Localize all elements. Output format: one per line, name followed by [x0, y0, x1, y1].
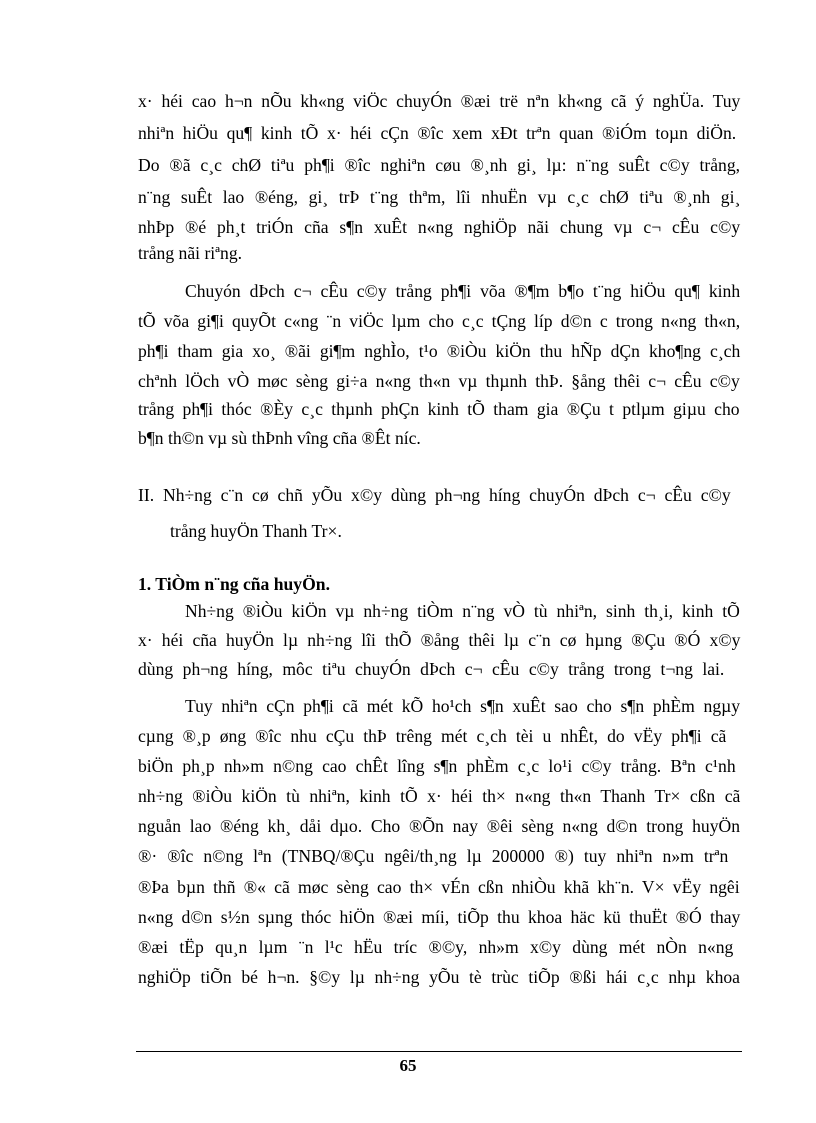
- paragraph-line: trång ph¶i thóc ®Èy c¸c thµnh phÇn kinh tÕ tham gia ®Çu t ptlµm giµu cho: [138, 399, 740, 419]
- paragraph-line: ®Þa bµn thñ ®« cã møc sèng cao th× vÉn cßn nhiÒu khã kh¨n. V× vËy ngêi: [138, 877, 740, 897]
- paragraph-line: chªnh lÖch vÒ møc sèng gi÷a n«ng th«n vµ thµnh thÞ. §ång thêi c¬ cÊu c©y: [138, 371, 740, 391]
- paragraph-line: trång nãi riªng.: [138, 243, 243, 263]
- paragraph-line: biÖn ph¸p nh»m n©ng cao chÊt lîng s¶n phÈm c¸c lo¹i c©y trång. Bªn c¹nh: [138, 756, 736, 776]
- paragraph-line: x· héi cao h¬n nÕu kh«ng viÖc chuyÓn ®æi trë nªn kh«ng cã ý nghÜa. Tuy: [138, 91, 741, 111]
- paragraph-line: Chuyón dÞch c¬ cÊu c©y trång ph¶i võa ®¶m b¶o t¨ng hiÖu qu¶ kinh: [185, 281, 741, 301]
- section-heading-line: II. Nh÷ng c¨n cø chñ yÕu x©y dùng ph¬ng híng chuyÓn dÞch c¬ cÊu c©y: [138, 485, 731, 505]
- subsection-heading: 1. TiÒm n¨ng cña huyÖn.: [138, 574, 330, 594]
- footer-divider: [136, 1051, 742, 1052]
- paragraph-line: n«ng d©n s½n sµng thóc hiÖn ®æi míi, tiÕp thu khoa häc kü thuËt ®Ó thay: [138, 907, 741, 927]
- paragraph-line: nghiÖp tiÕn bé h¬n. §©y lµ nh÷ng yÕu tè trùc tiÕp ®ßi hái c¸c nhµ khoa: [138, 967, 740, 987]
- paragraph-line: Tuy nhiªn cÇn ph¶i cã mét kÕ ho¹ch s¶n xuÊt sao cho s¶n phÈm ngµy: [185, 696, 741, 716]
- section-heading-line: trång huyÖn Thanh Tr×.: [170, 521, 342, 541]
- paragraph-line: nhÞp ®é ph¸t triÓn cña s¶n xuÊt n«ng nghiÖp nãi chung vµ c¬ cÊu c©y: [138, 217, 741, 237]
- paragraph-line: tÕ võa gi¶i quyÕt c«ng ¨n viÖc lµm cho c¸c tÇng líp d©n c trong n«ng th«n,: [138, 311, 741, 331]
- paragraph-line: nhiªn hiÖu qu¶ kinh tÕ x· héi cÇn ®îc xem xÐt trªn quan ®iÓm toµn diÖn.: [138, 123, 737, 143]
- page-number: 65: [399, 1056, 417, 1075]
- paragraph-line: b¶n th©n vµ sù thÞnh vîng cña ®Êt níc.: [138, 428, 421, 448]
- paragraph-line: nh÷ng ®iÒu kiÖn tù nhiªn, kinh tÕ x· héi th× n«ng th«n Thanh Tr× cßn cã: [138, 786, 741, 806]
- paragraph-line: ®· ®îc n©ng lªn (TNBQ/®Çu ngêi/th¸ng lµ 200000 ®) tuy nhiªn n»m trªn: [138, 846, 729, 866]
- paragraph-line: ph¶i tham gia xo¸ ®ãi gi¶m nghÌo, t¹o ®iÒu kiÖn thu hÑp dÇn kho¶ng c¸ch: [138, 341, 741, 361]
- paragraph-line: Nh÷ng ®iÒu kiÖn vµ nh÷ng tiÒm n¨ng vÒ tù nhiªn, sinh th¸i, kinh tÕ: [185, 601, 740, 621]
- paragraph-line: ®æi tËp qu¸n lµm ¨n l¹c hËu tríc ®©y, nh»m x©y dùng mét nÒn n«ng: [138, 937, 734, 957]
- paragraph-line: dùng ph¬ng híng, môc tiªu chuyÓn dÞch c¬ cÊu c©y trång trong t¬ng lai.: [138, 659, 725, 679]
- paragraph-line: x· héi cña huyÖn lµ nh÷ng lîi thÕ ®ång thêi lµ c¨n cø hµng ®Çu ®Ó x©y: [138, 630, 741, 650]
- paragraph-line: cµng ®¸p øng ®îc nhu cÇu thÞ trêng mét c¸ch tèi u nhÊt, do vËy ph¶i cã: [138, 726, 727, 746]
- paragraph-line: n¨ng suÊt lao ®éng, gi¸ trÞ t¨ng thªm, lîi nhuËn vµ c¸c chØ tiªu ®¸nh gi¸: [138, 187, 741, 207]
- paragraph-line: nguån lao ®éng kh¸ dåi dµo. Cho ®Õn nay ®êi sèng n«ng d©n trong huyÖn: [138, 816, 741, 836]
- paragraph-line: Do ®ã c¸c chØ tiªu ph¶i ®îc nghiªn cøu ®¸nh gi¸ lµ: n¨ng suÊt c©y trång,: [138, 155, 741, 175]
